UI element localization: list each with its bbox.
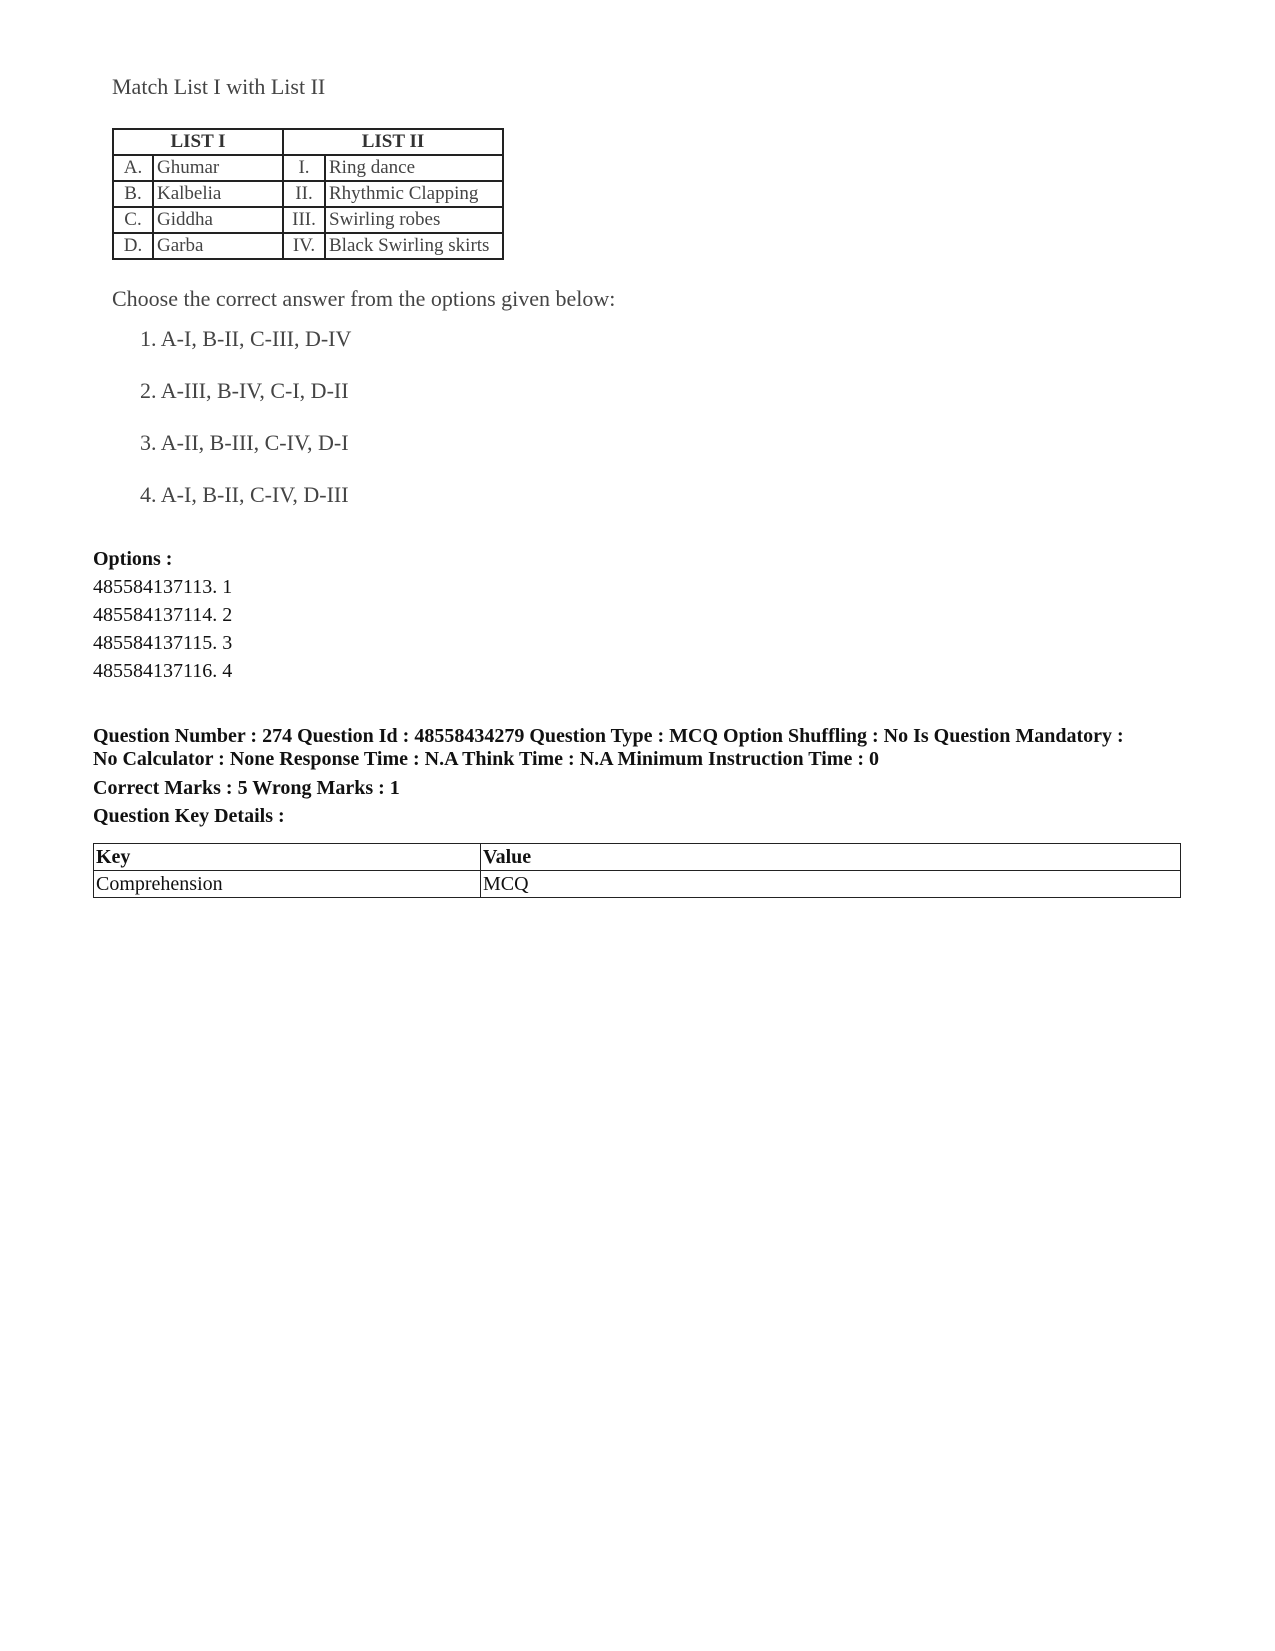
list-two-item: Swirling robes [325, 207, 503, 233]
list-two-index: III. [283, 207, 325, 233]
match-table-row [113, 181, 503, 207]
question-meta-line: Question Number : 274 Question Id : 48558434279 Question Type : MCQ Option Shuffling : No Is Question Mandatory : [93, 725, 1124, 747]
option-item: 485584137113. 1 [93, 576, 233, 598]
list-two-index: IV. [283, 233, 325, 259]
question-intro: Match List I with List II [112, 74, 326, 99]
match-table-row [113, 233, 503, 259]
option-item: 485584137115. 3 [93, 632, 233, 654]
list-one-index: D. [113, 233, 153, 259]
list-one-index: B. [113, 181, 153, 207]
value-cell: MCQ [481, 871, 1181, 898]
list-two-index: I. [283, 155, 325, 181]
match-table-header [113, 129, 503, 155]
list-two-index: II. [283, 181, 325, 207]
list-one-index: C. [113, 207, 153, 233]
list-one-item: Giddha [153, 207, 283, 233]
key-table-header [94, 844, 1181, 871]
question-image [100, 70, 680, 530]
match-table-row [113, 155, 503, 181]
match-table [112, 128, 504, 260]
options-heading: Options : [93, 548, 173, 570]
list-one-header: LIST I [113, 129, 283, 155]
list-one-item: Garba [153, 233, 283, 259]
key-column-header: Key [94, 844, 481, 871]
answer-choice: 1. A-I, B-II, C-III, D-IV [140, 326, 352, 351]
list-two-header: LIST II [283, 129, 503, 155]
marks-line: Correct Marks : 5 Wrong Marks : 1 [93, 777, 400, 799]
list-one-item: Ghumar [153, 155, 283, 181]
table-row [94, 871, 1181, 898]
match-table-row [113, 207, 503, 233]
choose-prompt: Choose the correct answer from the options given below: [112, 286, 616, 311]
value-column-header: Value [481, 844, 1181, 871]
key-details-heading: Question Key Details : [93, 805, 285, 827]
key-cell: Comprehension [94, 871, 481, 898]
list-two-item: Rhythmic Clapping [325, 181, 503, 207]
answer-choice: 4. A-I, B-II, C-IV, D-III [140, 482, 349, 507]
list-two-item: Ring dance [325, 155, 503, 181]
question-meta-line: No Calculator : None Response Time : N.A Think Time : N.A Minimum Instruction Time : 0 [93, 748, 879, 770]
answer-choice: 2. A-III, B-IV, C-I, D-II [140, 378, 349, 403]
option-item: 485584137114. 2 [93, 604, 233, 626]
answer-choice: 3. A-II, B-III, C-IV, D-I [140, 430, 349, 455]
list-two-item: Black Swirling skirts [325, 233, 503, 259]
list-one-item: Kalbelia [153, 181, 283, 207]
option-item: 485584137116. 4 [93, 660, 233, 682]
list-one-index: A. [113, 155, 153, 181]
key-details-table [93, 843, 1181, 898]
